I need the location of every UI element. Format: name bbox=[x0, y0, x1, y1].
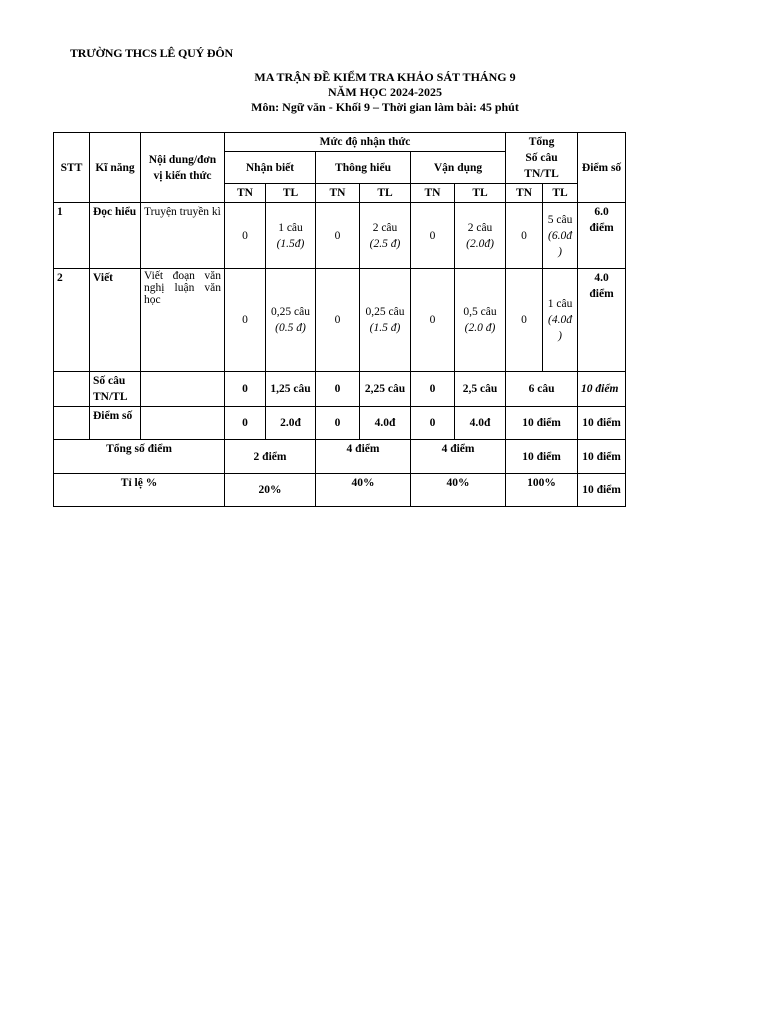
row-skill: Đọc hiểu bbox=[90, 203, 141, 269]
header-tl: TL bbox=[266, 184, 316, 203]
empty-cell bbox=[54, 407, 90, 440]
points-th-tn: 0 bbox=[316, 407, 360, 440]
row-stt: 1 bbox=[54, 203, 90, 269]
cell-vd-tn: 0 bbox=[411, 269, 455, 372]
header-skill: Kĩ năng bbox=[90, 133, 141, 203]
count-score: 10 điểm bbox=[578, 372, 626, 407]
header-tn: TN bbox=[506, 184, 543, 203]
document-title: MA TRẬN ĐỀ KIỂM TRA KHẢO SÁT THÁNG 9 bbox=[254, 70, 516, 84]
cell-points: (1.5 đ) bbox=[369, 322, 401, 334]
total-score-row bbox=[54, 440, 626, 474]
row-stt: 2 bbox=[54, 269, 90, 372]
header-van-dung: Vận dụng bbox=[411, 152, 506, 184]
cell-points: (2.0đ) bbox=[466, 237, 494, 250]
total-score: 10 điểm bbox=[578, 440, 626, 474]
count-vd-tn: 0 bbox=[411, 372, 455, 407]
cell-points: (4.0đ ) bbox=[548, 314, 573, 342]
points-vd-tl: 4.0đ bbox=[455, 407, 506, 440]
header-thong-hieu: Thông hiểu bbox=[316, 152, 411, 184]
header-total bbox=[506, 133, 578, 184]
ratio-vd: 40% bbox=[411, 474, 506, 507]
ratio-th: 40% bbox=[316, 474, 411, 507]
header-total-line3: TN/TL bbox=[524, 168, 559, 180]
cell-vd-tl bbox=[455, 269, 506, 372]
ratio-score: 10 điểm bbox=[578, 474, 626, 507]
points-vd-tn: 0 bbox=[411, 407, 455, 440]
cell-th-tl bbox=[360, 269, 411, 372]
header-row bbox=[54, 133, 626, 152]
cell-th-tn: 0 bbox=[316, 269, 360, 372]
count-nb-tn: 0 bbox=[225, 372, 266, 407]
cell-total-tn: 0 bbox=[506, 203, 543, 269]
cell-score: 6.0 điểm bbox=[578, 203, 626, 269]
count-total: 6 câu bbox=[506, 372, 578, 407]
empty-cell bbox=[141, 407, 225, 440]
exam-matrix-table bbox=[53, 132, 626, 507]
header-tn: TN bbox=[316, 184, 360, 203]
cell-count: 2 câu bbox=[467, 221, 493, 234]
table-row bbox=[54, 203, 626, 269]
cell-points: (6.0đ ) bbox=[548, 229, 573, 258]
school-year: NĂM HỌC 2024-2025 bbox=[328, 85, 442, 99]
cell-count: 1 câu bbox=[278, 221, 303, 234]
header-score: Điểm số bbox=[578, 133, 626, 203]
points-label: Điểm số bbox=[90, 407, 141, 440]
count-label: Số câu TN/TL bbox=[90, 372, 141, 407]
header-tl: TL bbox=[455, 184, 506, 203]
cell-th-tl bbox=[360, 203, 411, 269]
row-content: Truyện truyền kì bbox=[141, 203, 225, 269]
cell-nb-tl bbox=[266, 203, 316, 269]
cell-total-tn: 0 bbox=[506, 269, 543, 372]
cell-points: (2.5 đ) bbox=[369, 237, 401, 250]
points-nb-tn: 0 bbox=[225, 407, 266, 440]
points-nb-tl: 2.0đ bbox=[266, 407, 316, 440]
ratio-total: 100% bbox=[506, 474, 578, 507]
points-row bbox=[54, 407, 626, 440]
row-skill: Viết bbox=[90, 269, 141, 372]
total-th: 4 điểm bbox=[316, 440, 411, 474]
points-th-tl: 4.0đ bbox=[360, 407, 411, 440]
ratio-row bbox=[54, 474, 626, 507]
count-th-tl: 2,25 câu bbox=[360, 372, 411, 407]
header-tl: TL bbox=[543, 184, 578, 203]
count-nb-tl: 1,25 câu bbox=[266, 372, 316, 407]
cell-points: (2.0 đ) bbox=[464, 322, 496, 334]
cell-nb-tl bbox=[266, 269, 316, 372]
points-score: 10 điểm bbox=[578, 407, 626, 440]
cell-total-tl bbox=[543, 269, 578, 372]
cell-score: 4.0 điểm bbox=[578, 269, 626, 372]
header-nhan-biet: Nhận biết bbox=[225, 152, 316, 184]
school-name: TRƯỜNG THCS LÊ QUÝ ĐÔN bbox=[70, 46, 233, 60]
cell-vd-tl bbox=[455, 203, 506, 269]
cell-total-tl bbox=[543, 203, 578, 269]
cell-nb-tn: 0 bbox=[225, 269, 266, 372]
header-tl: TL bbox=[360, 184, 411, 203]
cell-points: (0.5 đ) bbox=[275, 322, 306, 334]
cell-th-tn: 0 bbox=[316, 203, 360, 269]
ratio-nb: 20% bbox=[225, 474, 316, 507]
header-total-line2: Số câu bbox=[525, 152, 558, 164]
cell-count: 0,25 câu bbox=[365, 306, 405, 318]
total-nb: 2 điểm bbox=[225, 440, 316, 474]
cell-count: 0,25 câu bbox=[271, 306, 310, 318]
header-content: Nội dung/đơn vị kiến thức bbox=[141, 133, 225, 203]
ratio-label: Tỉ lệ % bbox=[54, 474, 225, 507]
empty-cell bbox=[54, 372, 90, 407]
subject-line: Môn: Ngữ văn - Khối 9 – Thời gian làm bài: 45 phút bbox=[251, 100, 519, 114]
points-total: 10 điểm bbox=[506, 407, 578, 440]
cell-count: 1 câu bbox=[547, 298, 573, 310]
total-vd: 4 điểm bbox=[411, 440, 506, 474]
document-header bbox=[150, 70, 620, 115]
total-all: 10 điểm bbox=[506, 440, 578, 474]
cell-points: (1.5đ) bbox=[276, 237, 305, 250]
empty-cell bbox=[141, 372, 225, 407]
header-tn: TN bbox=[225, 184, 266, 203]
header-total-line1: Tổng bbox=[528, 136, 555, 148]
cell-nb-tn: 0 bbox=[225, 203, 266, 269]
count-row bbox=[54, 372, 626, 407]
cell-count: 0,5 câu bbox=[463, 306, 497, 318]
total-label: Tổng số điểm bbox=[54, 440, 225, 474]
count-vd-tl: 2,5 câu bbox=[455, 372, 506, 407]
header-level: Mức độ nhận thức bbox=[225, 133, 506, 152]
table-row bbox=[54, 269, 626, 372]
row-content: Viết đoạn văn nghị luận văn học bbox=[141, 269, 225, 372]
header-stt: STT bbox=[54, 133, 90, 203]
header-tn: TN bbox=[411, 184, 455, 203]
count-th-tn: 0 bbox=[316, 372, 360, 407]
cell-vd-tn: 0 bbox=[411, 203, 455, 269]
cell-count: 5 câu bbox=[547, 213, 573, 226]
cell-count: 2 câu bbox=[372, 221, 398, 234]
